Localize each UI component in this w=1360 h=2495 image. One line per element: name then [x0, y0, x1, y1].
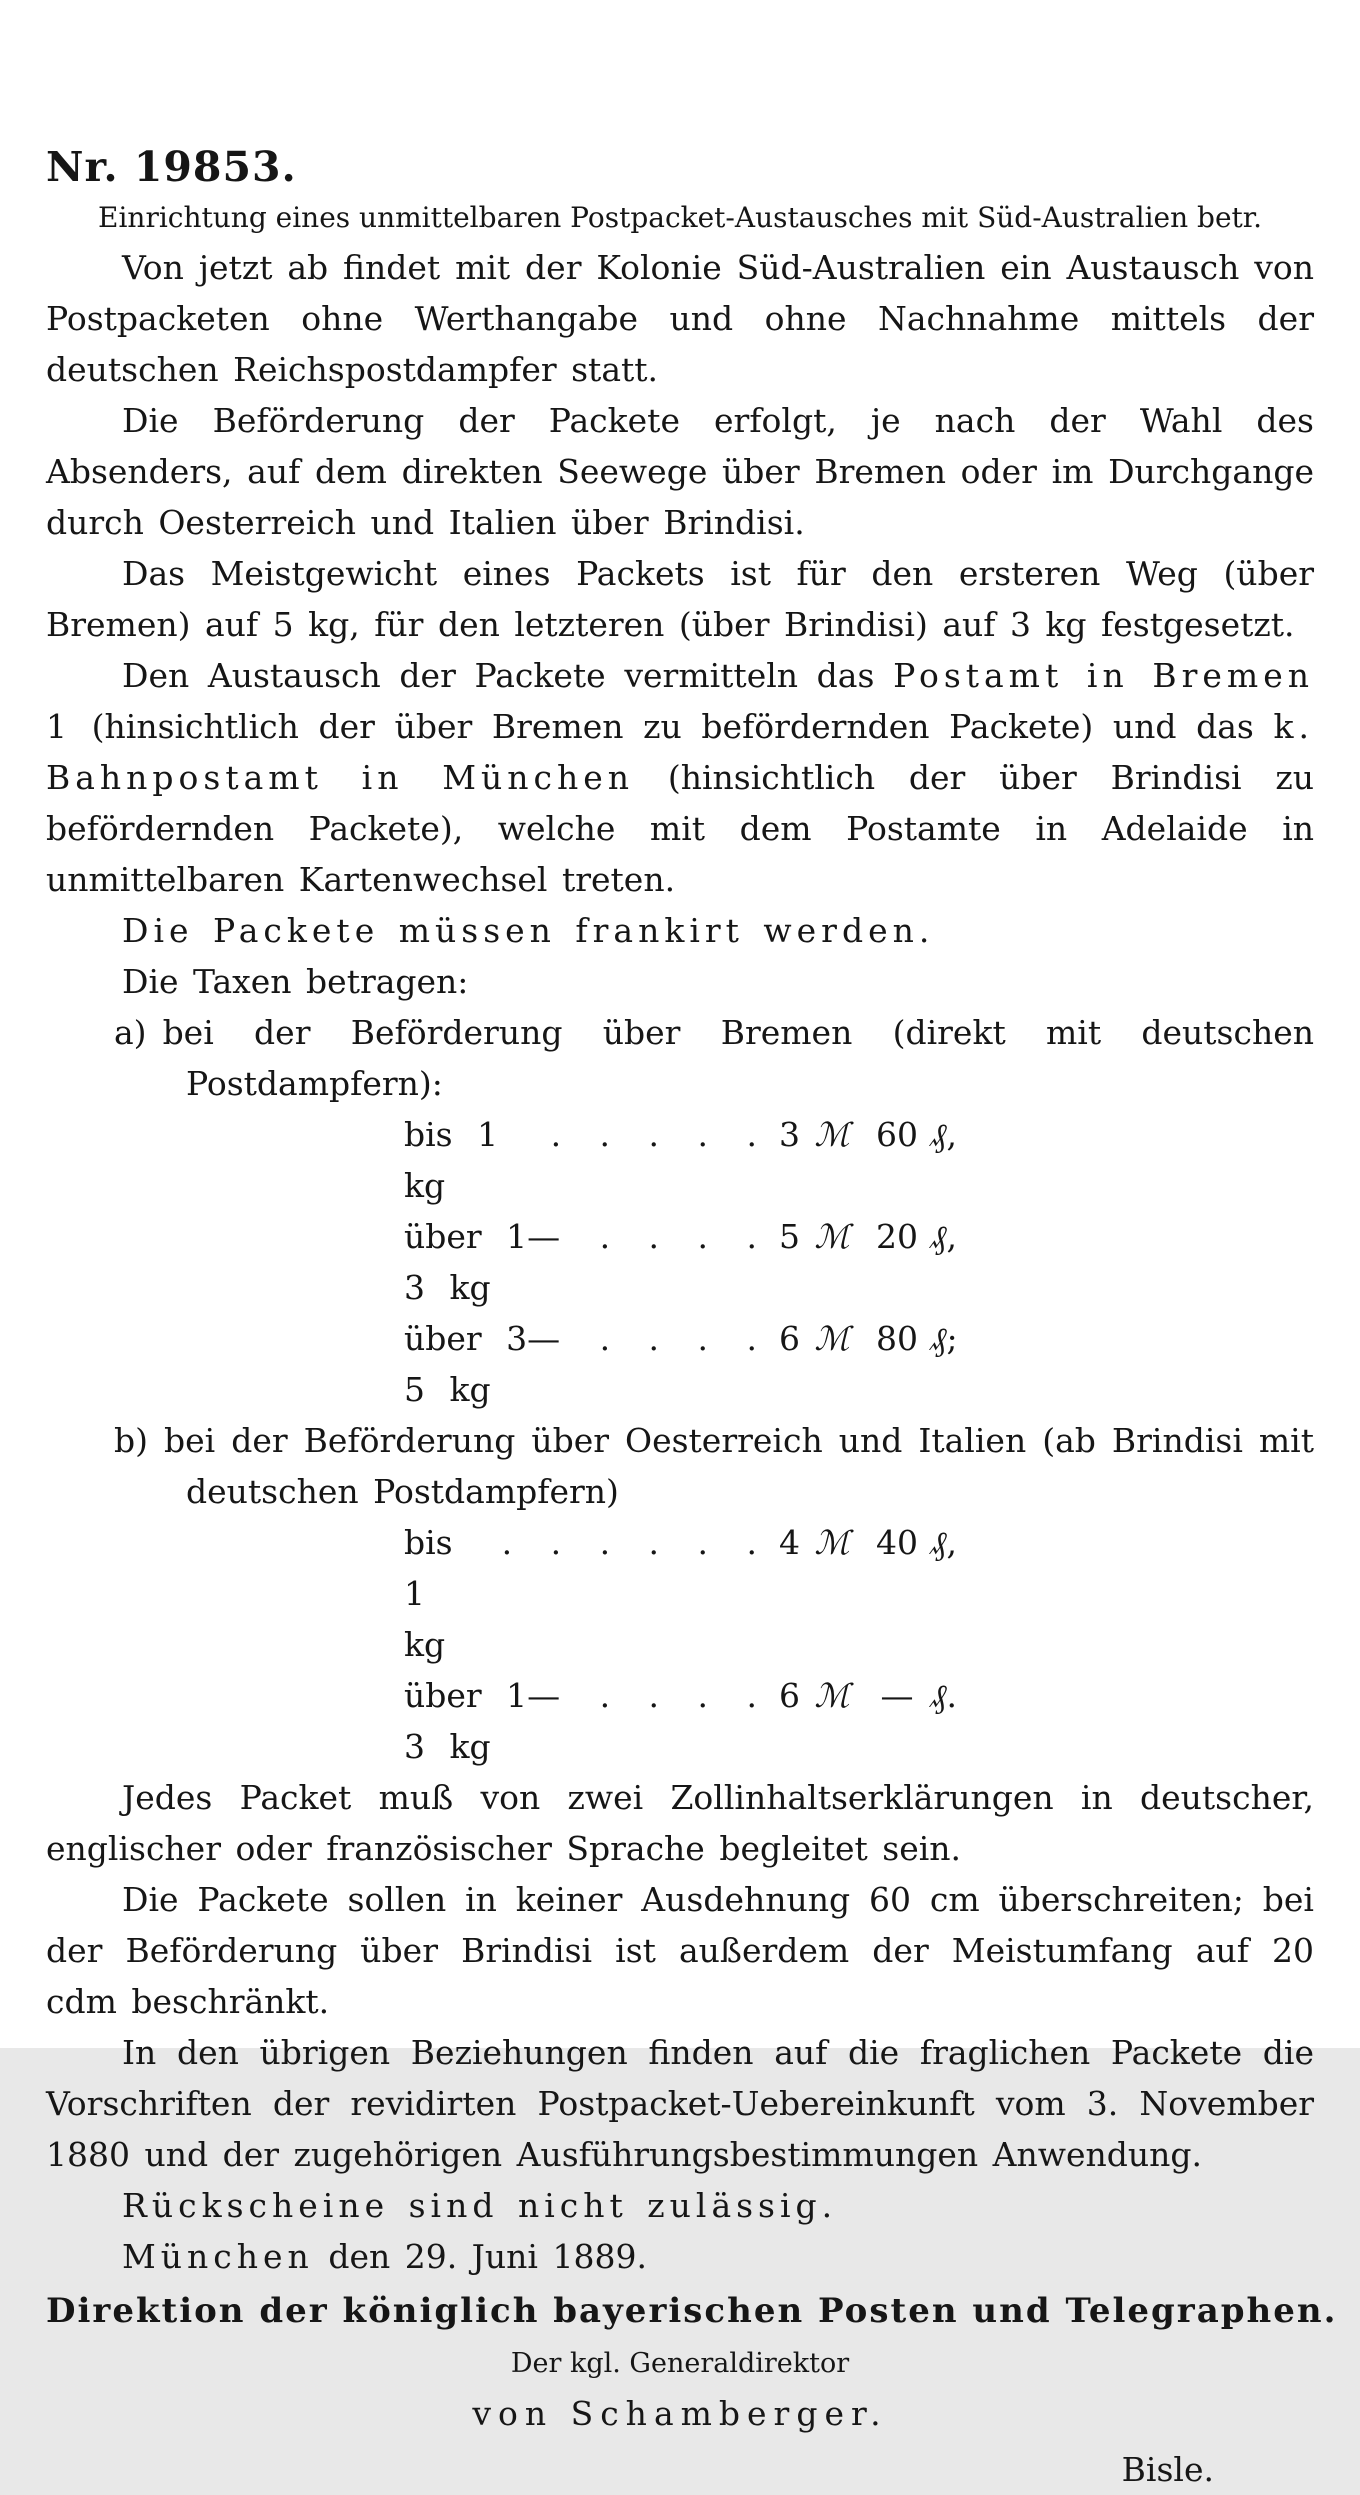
pfennig-currency-sign: ₰ [930, 1676, 947, 1715]
signature-name: von Schamberger. [472, 2394, 888, 2433]
pfennig-amount: — [880, 1676, 914, 1715]
mark-amount: 6 [779, 1319, 800, 1358]
dot-leader: . . . . [599, 1217, 764, 1256]
tariff-row [404, 1313, 1314, 1415]
mark-amount: 6 [779, 1676, 800, 1715]
mark-currency-sign: ℳ [814, 1115, 850, 1154]
list-item-a [46, 1007, 1314, 1109]
pfennig-amount: 60 [876, 1115, 918, 1154]
weight-label: über 3—5 kg [404, 1319, 561, 1409]
dateline-date: den 29. Juni 1889. [313, 2237, 647, 2276]
pfennig-amount: 80 [876, 1319, 918, 1358]
paragraph-dateline [46, 2231, 1314, 2282]
mark-amount: 5 [779, 1217, 800, 1256]
item-text: bei der Beförderung über Bremen (direkt mit deutschen Postdampfern): [162, 1013, 1314, 1103]
weight-label: bis 1 kg [404, 1523, 453, 1664]
punctuation: , [946, 1217, 957, 1256]
paragraph-dimensions: Die Packete sollen in keiner Ausdehnung 60 cm überschreiten; bei der Beförderung über Brindisi ist außerdem der Meistumfang auf 20 cdm beschränkt. [46, 1880, 1314, 2021]
document-number: Nr. 19853. [46, 143, 297, 191]
subject-line: Einrichtung eines unmittelbaren Postpacket-Austausches mit Süd-Australien betr. [98, 201, 1262, 234]
paragraph-rates-heading: Die Taxen betragen: [122, 962, 469, 1001]
item-text: bei der Beförderung über Oesterreich und Italien (ab Brindisi mit deutschen Postdampfern) [164, 1421, 1314, 1511]
pfennig-currency-sign: ₰ [930, 1115, 947, 1154]
tariff-row [404, 1670, 1314, 1772]
punctuation: , [946, 1115, 957, 1154]
mark-currency-sign: ℳ [814, 1319, 850, 1358]
dot-leader: . . . . . . [501, 1523, 764, 1562]
mark-amount: 3 [779, 1115, 800, 1154]
text-segment: Den Austausch der Packete vermitteln das [122, 656, 894, 695]
pfennig-amount: 20 [876, 1217, 918, 1256]
document-content [46, 138, 1338, 2495]
paragraph-customs-declarations: Jedes Packet muß von zwei Zollinhaltserklärungen in deutscher, englischer oder französischer Sprache begleitet sein. [46, 1778, 1314, 1868]
signature-countersign: Bisle. [1121, 2450, 1214, 2489]
tariff-left [404, 1670, 764, 1772]
list-item-b [46, 1415, 1314, 1517]
pfennig-currency-sign: ₰ [930, 1523, 947, 1562]
dot-leader: . . . . . [550, 1115, 764, 1154]
paragraph-introduction: Von jetzt ab findet mit der Kolonie Süd-Australien ein Austausch von Postpacketen ohne Werthangabe und ohne Nachnahme mittels der deutschen Reichspostdampfer statt. [46, 248, 1314, 389]
tariff-left [404, 1211, 764, 1313]
mark-currency-sign: ℳ [814, 1523, 850, 1562]
text-segment: (hinsichtlich der über Brindisi zu befördernden Packete), welche mit dem Postamte in Adelaide in unmittelbaren Kartenwechsel treten. [46, 758, 1314, 899]
pfennig-currency-sign: ₰ [930, 1319, 947, 1358]
punctuation: ; [946, 1319, 958, 1358]
paragraph-routes: Die Beförderung der Packete erfolgt, je nach der Wahl des Absenders, auf dem direkten Seewege über Bremen oder im Durchgange durch Oesterreich und Italien über Brindisi. [46, 401, 1314, 542]
weight-label: über 1—3 kg [404, 1676, 561, 1766]
signature-authority: Direktion der königlich bayerischen Posten und Telegraphen. [46, 2291, 1338, 2331]
signature-title: Der kgl. Generaldirektor [510, 2348, 850, 2379]
punctuation: , [946, 1523, 957, 1562]
text-segment: (hinsichtlich der über Bremen zu befördernden Packete) und das [72, 707, 1274, 746]
paragraph-franking: Die Packete müssen frankirt werden. [122, 911, 935, 950]
dot-leader: . . . . [599, 1319, 764, 1358]
paragraph-exchange-offices [46, 650, 1314, 905]
paragraph-max-weight: Das Meistgewicht eines Packets ist für den ersteren Weg (über Bremen) auf 5 kg, für den letzteren (über Brindisi) auf 3 kg festgesetzt. [46, 554, 1314, 644]
item-marker: b) [114, 1421, 148, 1460]
office-muenchen: k. Bahnpostamt in München [46, 707, 1314, 797]
paragraph-regulations: In den übrigen Beziehungen finden auf die fraglichen Packete die Vorschriften der revidirten Postpacket-Uebereinkunft vom 3. November 1880 und der zugehörigen Ausführungsbestimmungen Anwendung. [46, 2033, 1314, 2174]
pfennig-currency-sign: ₰ [930, 1217, 947, 1256]
tariff-row [404, 1211, 1314, 1313]
paragraph-return-receipts: Rückscheine sind nicht zulässig. [122, 2186, 838, 2225]
office-bremen: Postamt in Bremen 1 [46, 656, 1314, 746]
tariff-left [404, 1313, 764, 1415]
tariff-left [404, 1517, 764, 1670]
tariff-row [404, 1517, 1314, 1670]
tariff-left [404, 1109, 764, 1211]
pfennig-amount: 40 [876, 1523, 918, 1562]
mark-amount: 4 [779, 1523, 800, 1562]
dateline-place: München [122, 2237, 314, 2276]
mark-currency-sign: ℳ [814, 1676, 850, 1715]
dot-leader: . . . . [599, 1676, 764, 1715]
weight-label: bis 1 kg [404, 1115, 499, 1205]
weight-label: über 1—3 kg [404, 1217, 561, 1307]
tariff-row [404, 1109, 1314, 1211]
punctuation: . [946, 1676, 957, 1715]
item-marker: a) [114, 1013, 147, 1052]
mark-currency-sign: ℳ [814, 1217, 850, 1256]
